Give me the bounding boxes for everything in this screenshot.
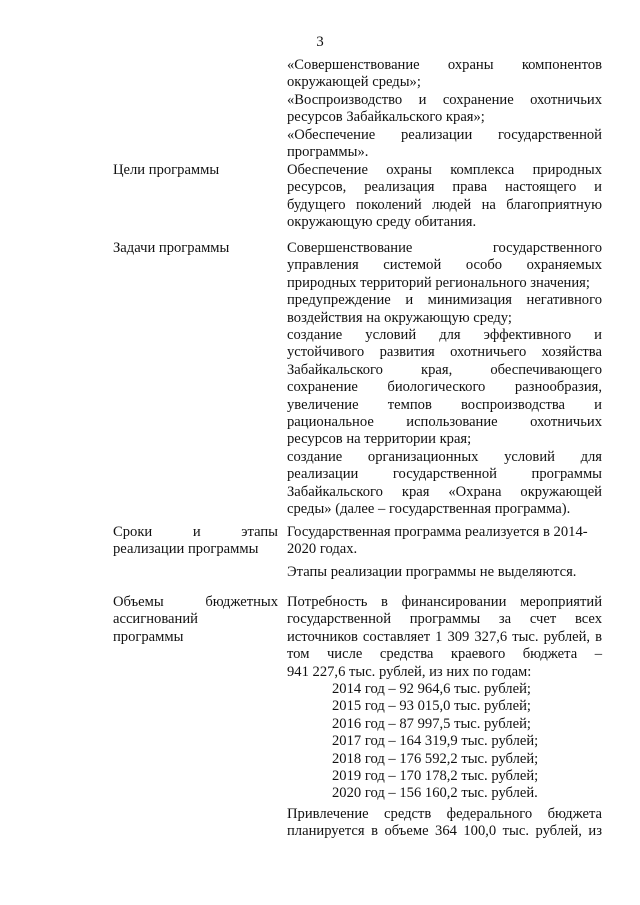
- text-line: источников составляет 1 309 327,6 тыс. рублей, в: [287, 628, 602, 645]
- budget-year-line: 2017 год – 164 319,9 тыс. рублей;: [332, 733, 539, 750]
- text-line: Этапы реализации программы не выделяются.: [287, 563, 577, 580]
- text-line: создание условий для эффективного и: [287, 327, 602, 344]
- text-line: увеличение темпов воспроизводства и: [287, 396, 602, 413]
- text-line: 941 227,6 тыс. рублей, из них по годам:: [287, 663, 532, 680]
- text-line: создание организационных условий для: [287, 448, 602, 465]
- budget-year-line: 2018 год – 176 592,2 тыс. рублей;: [332, 750, 539, 767]
- subprograms-continued: [287, 57, 602, 161]
- label-line: реализации программы: [113, 541, 259, 558]
- text-line: предупреждение и минимизация негативного: [287, 292, 602, 309]
- text-line: реализации государственной программы: [287, 466, 602, 483]
- text-line: том числе средства краевого бюджета –: [287, 646, 602, 663]
- label-line: программы: [113, 628, 184, 645]
- text-line: планируется в объеме 364 100,0 тыс. рублей, из: [287, 823, 602, 840]
- text-line: Обеспечение охраны комплекса природных: [287, 162, 602, 178]
- page-number: 3: [316, 34, 324, 50]
- label-line: Цели программы: [113, 162, 220, 178]
- budget-year-line: 2016 год – 87 997,5 тыс. рублей;: [332, 715, 531, 732]
- budget-year-line: 2019 год – 170 178,2 тыс. рублей;: [332, 768, 539, 785]
- text-line: управления системой особо охраняемых: [287, 257, 602, 274]
- text-line: Привлечение средств федерального бюджета: [287, 805, 602, 822]
- text-line: будущего поколений людей на благоприятную: [287, 196, 602, 213]
- text-line: 2020 годах.: [287, 541, 358, 558]
- tasks-label: [113, 240, 278, 257]
- text-line: среды» (далее – государственная программа).: [287, 501, 571, 518]
- text-line: сохранение биологического разнообразия,: [287, 379, 602, 396]
- text-line: «Воспроизводство и сохранение охотничьих: [287, 91, 602, 108]
- tasks-text: [287, 240, 602, 519]
- goals-text: [287, 162, 602, 232]
- budget-year-line: 2020 год – 156 160,2 тыс. рублей.: [332, 785, 538, 802]
- budget-year-line: 2014 год – 92 964,6 тыс. рублей;: [332, 681, 531, 698]
- text-line: государственной программы за счет всех: [287, 611, 602, 628]
- text-line: устойчивого развития охотничьего хозяйства: [287, 344, 602, 361]
- text-line: природных территорий регионального значения;: [287, 274, 590, 291]
- budget-year-line: 2015 год – 93 015,0 тыс. рублей;: [332, 698, 531, 715]
- text-line: Государственная программа реализуется в 2014-: [287, 524, 588, 540]
- text-line: программы».: [287, 144, 369, 161]
- budget-label: [113, 594, 278, 646]
- text-line: Совершенствование государственного: [287, 240, 602, 256]
- label-line: Сроки и этапы: [113, 524, 278, 540]
- text-line: окружающей среды»;: [287, 74, 421, 91]
- text-line: «Совершенствование охраны компонентов: [287, 57, 602, 73]
- text-line: «Обеспечение реализации государственной: [287, 126, 602, 143]
- label-line: ассигнований: [113, 611, 198, 628]
- label-line: Объемы бюджетных: [113, 594, 278, 610]
- text-line: рациональное использование охотничьих: [287, 414, 602, 431]
- text-line: ресурсов, реализация права настоящего и: [287, 179, 602, 196]
- text-line: Забайкальского края «Охрана окружающей: [287, 483, 602, 500]
- label-line: Задачи программы: [113, 240, 230, 256]
- terms-label: [113, 524, 278, 559]
- text-line: ресурсов Забайкальского края»;: [287, 109, 485, 126]
- text-line: Потребность в финансировании мероприятий: [287, 594, 602, 610]
- budget-text: [287, 594, 602, 841]
- text-line: воздействия на окружающую среду;: [287, 309, 512, 326]
- text-line: Забайкальского края, обеспечивающего: [287, 361, 602, 378]
- text-line: окружающую среду обитания.: [287, 214, 477, 231]
- terms-text: [287, 524, 602, 581]
- text-line: ресурсов на территории края;: [287, 431, 472, 448]
- goals-label: [113, 162, 278, 179]
